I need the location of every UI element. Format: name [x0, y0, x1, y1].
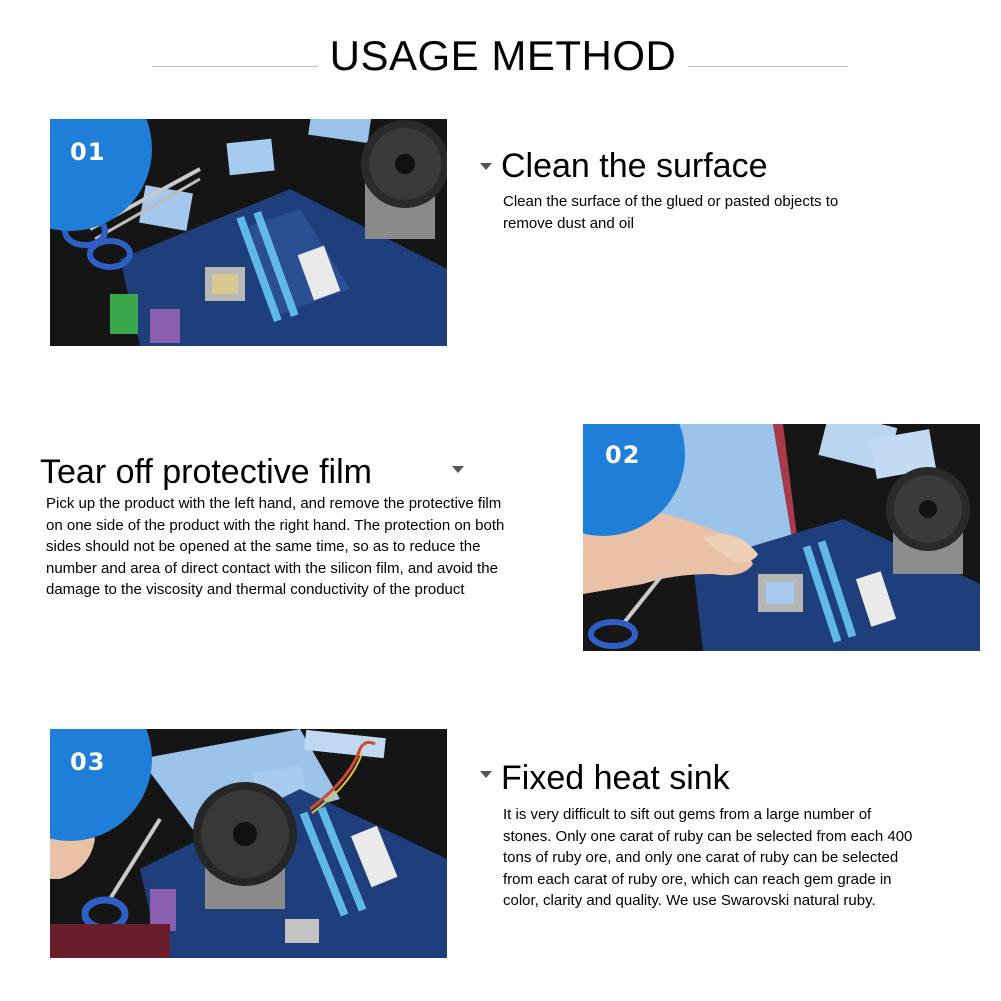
- title-rule-right: [688, 66, 848, 67]
- step-1-badge: 01: [70, 138, 106, 166]
- step-2-description: Pick up the product with the left hand, and remove the protective film on one side of the product with the right hand. The protection on both sides should not be opened at the same time, so as to reduce the number and area of direct contact with the silicon film, and avoid the damage to the viscosity and thermal conductivity of the product: [46, 495, 505, 599]
- triangle-down-icon: [480, 771, 492, 778]
- step-1-illustration: [50, 119, 447, 346]
- step-1-heading: Clean the surface: [501, 147, 768, 185]
- step-3-heading: Fixed heat sink: [501, 759, 730, 797]
- triangle-down-icon: [452, 466, 464, 473]
- step-2-badge: 02: [605, 441, 641, 469]
- step-1-photo: [50, 119, 447, 346]
- step-3-illustration: [50, 729, 447, 958]
- step-3-badge: 03: [70, 748, 106, 776]
- step-2-heading: Tear off protective film: [40, 453, 372, 491]
- step-2-photo: [583, 424, 980, 651]
- title-rule-left: [152, 66, 318, 67]
- step-3-photo: [50, 729, 447, 958]
- page-title: USAGE METHOD: [329, 32, 677, 79]
- step-3-description: It is very difficult to sift out gems from a large number of stones. Only one carat of ruby can be selected from each 400 tons of ruby ore, and only one carat of ruby can be selected from each carat of ruby ore, which can reach gem grade in color, clarity and quality. We use Swarovski natural ruby.: [503, 806, 913, 910]
- triangle-down-icon: [480, 163, 492, 170]
- step-2-illustration: [583, 424, 980, 651]
- step-1-description: Clean the surface of the glued or pasted objects to remove dust and oil: [503, 193, 839, 232]
